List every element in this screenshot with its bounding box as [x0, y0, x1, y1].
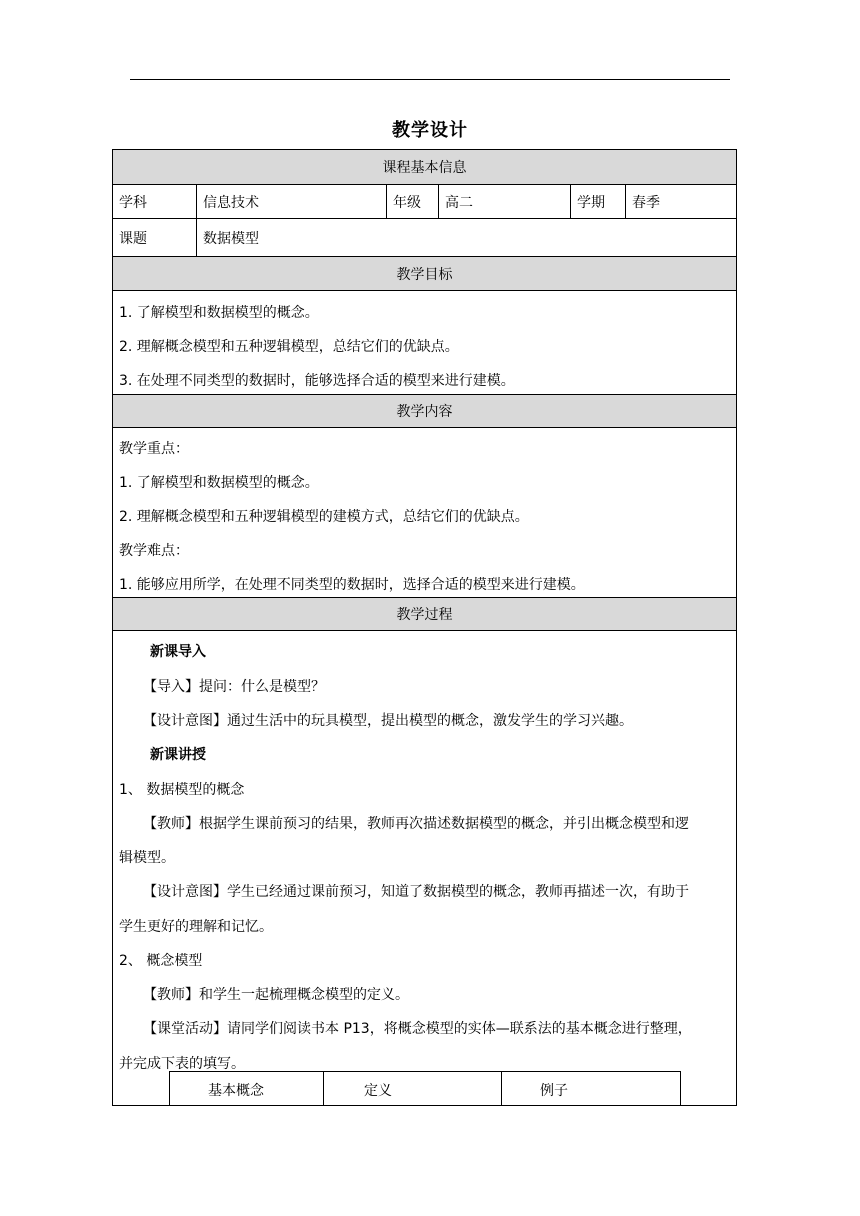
key-points-label: 教学重点： — [119, 441, 189, 457]
goal-item: 1. 了解模型和数据模型的概念。 — [119, 305, 319, 321]
header-basic-concept: 基本概念 — [170, 1072, 324, 1106]
activity-paragraph-cont: 并完成下表的填写。 — [119, 1056, 245, 1072]
teacher-paragraph-1-cont: 辑模型。 — [119, 850, 175, 866]
topic-label: 课题 — [113, 219, 197, 256]
grade-value: 高二 — [439, 185, 571, 218]
term-value: 春季 — [632, 194, 660, 211]
section-basic-info: 课程基本信息 — [113, 150, 736, 185]
lecture-heading: 新课讲授 — [150, 747, 206, 763]
intro-heading: 新课导入 — [150, 644, 206, 660]
header-rule — [130, 79, 730, 80]
topic-value: 数据模型 — [203, 230, 259, 247]
section-content: 教学内容 — [113, 394, 736, 428]
difficult-point-item: 1. 能够应用所学，在处理不同类型的数据时，选择合适的模型来进行建模。 — [119, 577, 585, 593]
intent-paragraph-2-cont: 学生更好的理解和记忆。 — [119, 919, 273, 935]
term-label: 学期 — [571, 185, 626, 218]
goal-item: 2. 理解概念模型和五种逻辑模型，总结它们的优缺点。 — [119, 339, 459, 355]
goal-item: 3. 在处理不同类型的数据时，能够选择合适的模型来进行建模。 — [119, 373, 515, 389]
subsection-data-model: 1、 数据模型的概念 — [119, 782, 245, 798]
intent-paragraph-2: 【设计意图】学生已经通过课前预习，知道了数据模型的概念，教师再描述一次，有助于 — [143, 884, 689, 900]
activity-paragraph: 【课堂活动】请同学们阅读书本 P13，将概念模型的实体—联系法的基本概念进行整理， — [143, 1021, 692, 1037]
grade-label: 年级 — [387, 185, 439, 218]
key-point-item: 1. 了解模型和数据模型的概念。 — [119, 475, 319, 491]
key-point-item: 2. 理解概念模型和五种逻辑模型的建模方式，总结它们的优缺点。 — [119, 509, 529, 525]
teacher-paragraph-1: 【教师】根据学生课前预习的结果，教师再次描述数据模型的概念，并引出概念模型和逻 — [143, 816, 689, 832]
lesson-table — [112, 149, 737, 1106]
difficult-points-label: 教学难点： — [119, 543, 189, 559]
document-title: 教学设计 — [392, 120, 468, 141]
section-process: 教学过程 — [113, 597, 736, 631]
subject-value: 信息技术 — [197, 185, 387, 218]
header-definition: 定义 — [324, 1072, 502, 1106]
subsection-concept-model: 2、 概念模型 — [119, 953, 203, 969]
concept-fill-table — [169, 1071, 681, 1106]
info-row — [113, 185, 736, 219]
intro-question: 【导入】提问：什么是模型？ — [143, 679, 325, 695]
subject-label: 学科 — [113, 185, 197, 218]
teacher-paragraph-2: 【教师】和学生一起梳理概念模型的定义。 — [143, 987, 409, 1003]
header-example: 例子 — [540, 1082, 568, 1099]
intro-intent: 【设计意图】通过生活中的玩具模型，提出模型的概念，激发学生的学习兴趣。 — [143, 713, 633, 729]
topic-row — [113, 219, 736, 256]
section-goals: 教学目标 — [113, 256, 736, 291]
